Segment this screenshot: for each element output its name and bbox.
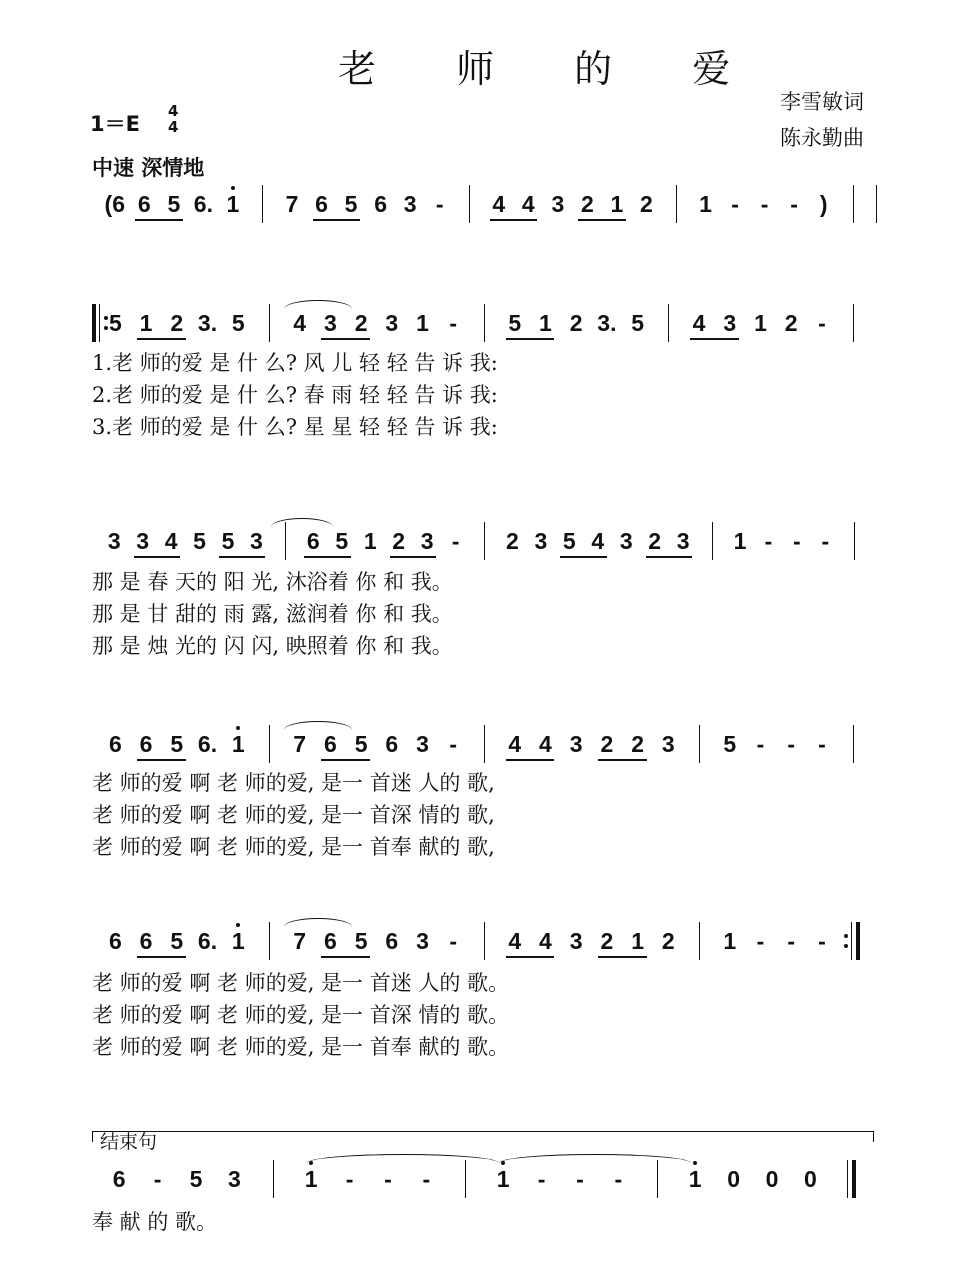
barline <box>853 185 854 223</box>
barline <box>712 522 713 560</box>
note-text: 1 <box>688 1166 702 1192</box>
note-text: 5 <box>167 191 181 217</box>
note-text: (6 <box>104 191 125 217</box>
note-text: 5 <box>108 310 122 336</box>
barline <box>273 1160 274 1198</box>
note-text: 1 <box>723 928 737 954</box>
note-text: 7 <box>293 928 307 954</box>
beam <box>219 556 265 558</box>
note-text: 6. <box>197 731 218 757</box>
lyric-line: 奉 献 的 歌。 <box>92 1210 218 1234</box>
song-title: 老 师 的 爱 <box>338 47 765 91</box>
note-text: 6 <box>374 191 388 217</box>
note-text: 5 <box>723 731 737 757</box>
note-text: 5 <box>170 731 184 757</box>
note-text: 6 <box>306 528 320 554</box>
note-text: - <box>576 1166 584 1192</box>
note-text: 6. <box>197 928 218 954</box>
note-text: 4 <box>508 731 522 757</box>
note-text: 1 <box>304 1166 318 1192</box>
time-signature-bottom: 4 <box>168 118 179 136</box>
note-text: 5 <box>508 310 522 336</box>
note-text: 3 <box>416 928 429 954</box>
note-text: 3 <box>107 528 121 554</box>
beam <box>304 556 350 558</box>
note-text: 5 <box>562 528 576 554</box>
lyric-line: 老 师的爱 啊 老 师的爱, 是一 首迷 人的 歌, <box>92 771 495 795</box>
note-text: 3 <box>676 528 690 554</box>
beam <box>690 338 739 340</box>
slur <box>271 518 334 527</box>
barline <box>262 185 263 223</box>
note-text: 3. <box>197 310 218 336</box>
barline <box>699 922 700 960</box>
note-text: 6 <box>385 731 399 757</box>
note-text: 5 <box>193 528 206 554</box>
note-text: 7 <box>293 731 307 757</box>
note-text: 3 <box>661 731 675 757</box>
note-text: - <box>787 928 796 954</box>
note-text: 3 <box>250 528 263 554</box>
note-text: 7 <box>285 191 299 217</box>
note-text: 2 <box>580 191 594 217</box>
note-text: - <box>449 928 458 954</box>
note-text: 3 <box>416 731 429 757</box>
barline <box>676 185 677 223</box>
note-text: - <box>384 1166 392 1192</box>
key-signature: 1＝E <box>90 112 140 136</box>
note-text: 4 <box>591 528 605 554</box>
note-text: 1 <box>363 528 377 554</box>
note-text: - <box>760 191 769 217</box>
note-text: - <box>422 1166 431 1192</box>
barline <box>668 304 669 342</box>
beam <box>137 956 186 958</box>
lyric-line: 老 师的爱 啊 老 师的爱, 是一 首深 情的 歌。 <box>92 1003 510 1027</box>
lyric-line: 3.老 师的爱 是 什 么? 星 星 轻 轻 告 诉 我: <box>92 415 498 439</box>
note-text: - <box>790 191 798 217</box>
note-text: 5 <box>344 191 358 217</box>
beam <box>598 956 647 958</box>
note-text: 5 <box>221 528 235 554</box>
note-text: 6 <box>139 731 153 757</box>
note-text: - <box>756 731 765 757</box>
beam <box>321 956 370 958</box>
note-text: 3 <box>723 310 737 336</box>
barline <box>657 1160 658 1198</box>
beam <box>506 759 555 761</box>
note-text: 5 <box>170 928 184 954</box>
lyric-line: 那 是 甘 甜的 雨 露, 滋润着 你 和 我。 <box>92 602 453 626</box>
barline <box>285 522 286 560</box>
barline <box>854 522 855 560</box>
note-text: 6 <box>385 928 399 954</box>
note-text: - <box>818 731 826 757</box>
note-text: 1 <box>733 528 747 554</box>
note-text: 3 <box>569 731 583 757</box>
note-text: 1 <box>754 310 767 336</box>
note-text: 3 <box>403 191 417 217</box>
note-text: 4 <box>508 928 522 954</box>
beam <box>134 556 180 558</box>
barline <box>269 304 270 342</box>
beam <box>646 556 692 558</box>
slur <box>284 721 352 730</box>
note-text: 0 <box>803 1166 817 1192</box>
lyric-line: 老 师的爱 啊 老 师的爱, 是一 首迷 人的 歌。 <box>92 971 510 995</box>
note-text: 5 <box>231 310 245 336</box>
lyric-line: 那 是 春 天的 阳 光, 沐浴着 你 和 我。 <box>92 570 453 594</box>
note-text: 3 <box>385 310 399 336</box>
beam <box>578 219 626 221</box>
note-text: 5 <box>189 1166 203 1192</box>
note-text: - <box>451 528 460 554</box>
barline <box>853 304 854 342</box>
lyric-line: 老 师的爱 啊 老 师的爱, 是一 首奉 献的 歌。 <box>92 1035 510 1059</box>
barline-thin <box>847 1160 848 1198</box>
lyric-line: 老 师的爱 啊 老 师的爱, 是一 首深 情的 歌, <box>92 803 495 827</box>
note-text: 2 <box>600 928 614 954</box>
note-text: 4 <box>164 528 178 554</box>
barline-thick <box>856 922 860 960</box>
note-text: 4 <box>492 191 506 217</box>
beam <box>506 338 555 340</box>
note-text: 2 <box>392 528 406 554</box>
note-text: - <box>449 310 458 336</box>
tie <box>307 1154 499 1163</box>
note-text: - <box>731 191 739 217</box>
barline <box>699 725 700 763</box>
note-text: 2 <box>600 731 614 757</box>
tempo-marking: 中速 深情地 <box>92 156 205 180</box>
row-end-barline <box>876 185 877 223</box>
note-text: 6 <box>108 731 122 757</box>
barline <box>465 1160 466 1198</box>
beam <box>137 759 186 761</box>
note-text: 3 <box>569 928 583 954</box>
note-text: 3 <box>323 310 337 336</box>
beam <box>321 759 370 761</box>
note-text: 1 <box>226 191 240 217</box>
note-text: 2 <box>569 310 583 336</box>
note-text: 2 <box>170 310 184 336</box>
lyric-line: 1.老 师的爱 是 什 么? 风 儿 轻 轻 告 诉 我: <box>92 351 498 375</box>
repeat-dot <box>104 316 108 320</box>
note-text: 2 <box>661 928 675 954</box>
beam <box>137 338 186 340</box>
note-text: 3 <box>534 528 548 554</box>
barline <box>484 922 485 960</box>
note-text: 6 <box>137 191 151 217</box>
note-text: 1 <box>496 1166 510 1192</box>
note-text: 3 <box>227 1166 241 1192</box>
beam <box>313 219 361 221</box>
note-text: ) <box>819 191 828 217</box>
beam <box>560 556 606 558</box>
slur <box>284 300 352 309</box>
note-text: - <box>537 1166 546 1192</box>
beam <box>506 956 555 958</box>
barline <box>469 185 470 223</box>
note-text: 1 <box>416 310 429 336</box>
tie <box>499 1154 691 1163</box>
note-text: - <box>821 528 830 554</box>
barline <box>269 922 270 960</box>
note-text: 1 <box>699 191 712 217</box>
high-octave-dot <box>236 923 240 927</box>
note-text: - <box>787 731 796 757</box>
note-text: 4 <box>539 731 552 757</box>
repeat-start-thick <box>92 304 96 342</box>
note-text: - <box>614 1166 623 1192</box>
note-text: - <box>818 928 826 954</box>
note-text: 2 <box>631 731 644 757</box>
beam <box>390 556 436 558</box>
repeat-dot <box>104 326 108 330</box>
beam <box>321 338 370 340</box>
note-text: - <box>756 928 765 954</box>
beam <box>135 219 183 221</box>
note-text: 6 <box>139 928 153 954</box>
note-text: 2 <box>506 528 519 554</box>
note-text: - <box>818 310 826 336</box>
high-octave-dot <box>236 726 240 730</box>
ending-label: 结束句 <box>100 1131 158 1153</box>
barline <box>853 725 854 763</box>
note-text: 5 <box>631 310 644 336</box>
note-text: - <box>435 191 444 217</box>
ending-bracket <box>92 1131 874 1142</box>
beam <box>490 219 538 221</box>
note-text: 6 <box>112 1166 126 1192</box>
note-text: 3. <box>597 310 617 336</box>
lyric-line: 那 是 烛 光的 闪 闪, 映照着 你 和 我。 <box>92 634 453 658</box>
note-text: 1 <box>231 928 245 954</box>
note-text: - <box>345 1166 354 1192</box>
repeat-start-thin <box>99 304 100 342</box>
time-signature-top: 4 <box>168 102 179 120</box>
note-text: - <box>793 528 801 554</box>
repeat-dot <box>844 934 848 938</box>
note-text: 6 <box>323 731 337 757</box>
note-text: - <box>153 1166 162 1192</box>
note-text: 2 <box>640 191 653 217</box>
note-text: - <box>764 528 773 554</box>
note-text: 1 <box>610 191 624 217</box>
note-text: 3 <box>420 528 434 554</box>
barline <box>484 522 485 560</box>
note-text: 0 <box>765 1166 779 1192</box>
note-text: 2 <box>354 310 368 336</box>
note-text: 1 <box>631 928 644 954</box>
composer-credit: 陈永勤曲 <box>780 126 864 150</box>
lyric-line: 老 师的爱 啊 老 师的爱, 是一 首奉 献的 歌, <box>92 835 495 859</box>
slur <box>284 918 352 927</box>
note-text: 1 <box>539 310 552 336</box>
barline-thin <box>851 922 852 960</box>
barline <box>484 725 485 763</box>
note-text: 4 <box>521 191 535 217</box>
note-text: 6. <box>193 191 213 217</box>
note-text: 3 <box>619 528 633 554</box>
high-octave-dot <box>693 1161 697 1165</box>
note-text: 4 <box>539 928 552 954</box>
note-text: 0 <box>727 1166 740 1192</box>
barline <box>484 304 485 342</box>
note-text: 5 <box>354 731 368 757</box>
lyric-line: 2.老 师的爱 是 什 么? 春 雨 轻 轻 告 诉 我: <box>92 383 498 407</box>
note-text: 1 <box>139 310 153 336</box>
note-text: 5 <box>354 928 368 954</box>
high-octave-dot <box>231 186 235 190</box>
note-text: - <box>449 731 458 757</box>
note-text: 4 <box>692 310 706 336</box>
lyricist-credit: 李雪敏词 <box>780 90 864 114</box>
note-text: 6 <box>108 928 122 954</box>
repeat-dot <box>844 944 848 948</box>
note-text: 6 <box>323 928 337 954</box>
note-text: 1 <box>231 731 245 757</box>
beam <box>598 759 647 761</box>
note-text: 2 <box>648 528 662 554</box>
note-text: 2 <box>784 310 798 336</box>
note-text: 5 <box>335 528 349 554</box>
note-text: 4 <box>293 310 307 336</box>
note-text: 3 <box>136 528 150 554</box>
barline-thick <box>852 1160 856 1198</box>
barline <box>269 725 270 763</box>
note-text: 6 <box>315 191 328 217</box>
note-text: 3 <box>551 191 565 217</box>
